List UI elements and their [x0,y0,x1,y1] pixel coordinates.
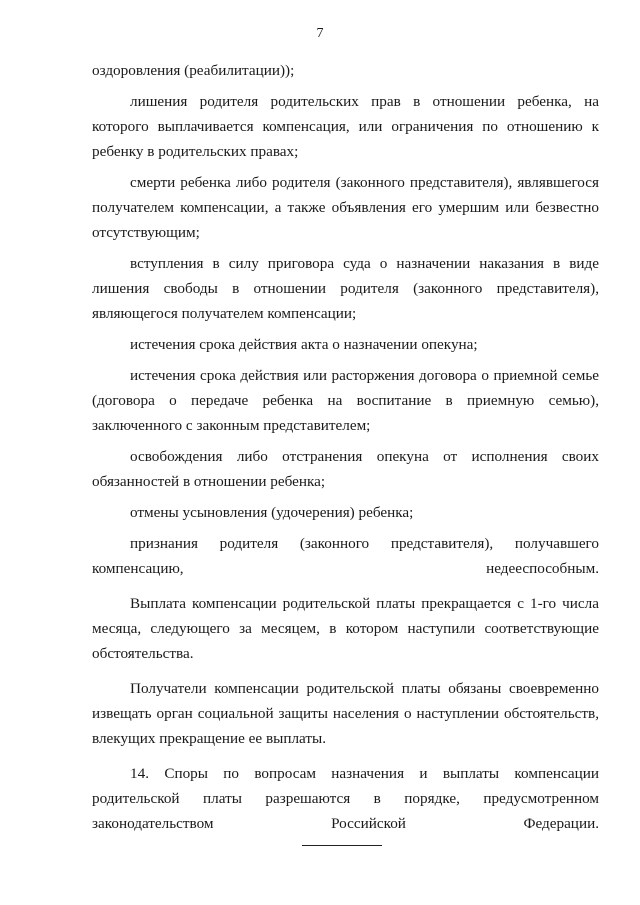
paragraph-adoption-cancel: отмены усыновления (удочерения) ребенка; [130,504,414,521]
paragraph-obligation: Получатели компенсации родительской платы обязаны своевременно извещать орган социальной защиты населения о наступлении обстоятельств, влекущих прекращение ее выплаты. [92,680,599,747]
paragraph-guardian-release: освобождения либо отстранения опекуна от исполнения своих обязанностей в отношении ребенка; [92,448,599,490]
paragraph-incapacity: признания родителя (законного представителя), получавшего компенсацию, недееспособным. [92,535,599,577]
document-body [92,58,599,836]
end-rule [302,845,382,846]
paragraph-sentence: вступления в силу приговора суда о назначении наказания в виде лишения свободы в отношении родителя (законного представителя), являющегося получателем компенсации; [92,255,599,322]
paragraph-continuation: оздоровления (реабилитации)); [92,62,295,79]
paragraph-disputes: 14. Споры по вопросам назначения и выплаты компенсации родительской платы разрешаются в порядке, предусмотренном законодательством Российской Федерации. [92,765,599,832]
paragraph-death: смерти ребенка либо родителя (законного представителя), являвшегося получателем компенсации, а также объявления его умершим или безвестно отсутствующим; [92,174,599,241]
paragraph-foster-contract: истечения срока действия или расторжения договора о приемной семье (договора о передаче ребенка на воспитание в приемную семью), заключенного с законным представителем; [92,367,599,434]
page-number: 7 [316,26,324,41]
paragraph-guardian-act: истечения срока действия акта о назначении опекуна; [130,336,478,353]
paragraph-parental-rights: лишения родителя родительских прав в отношении ребенка, на которого выплачивается компенсация, или ограничения по отношению к ребенку в родительских правах; [92,93,599,160]
paragraph-termination: Выплата компенсации родительской платы прекращается с 1-го числа месяца, следующего за месяцем, в котором наступили соответствующие обстоятельства. [92,595,599,662]
